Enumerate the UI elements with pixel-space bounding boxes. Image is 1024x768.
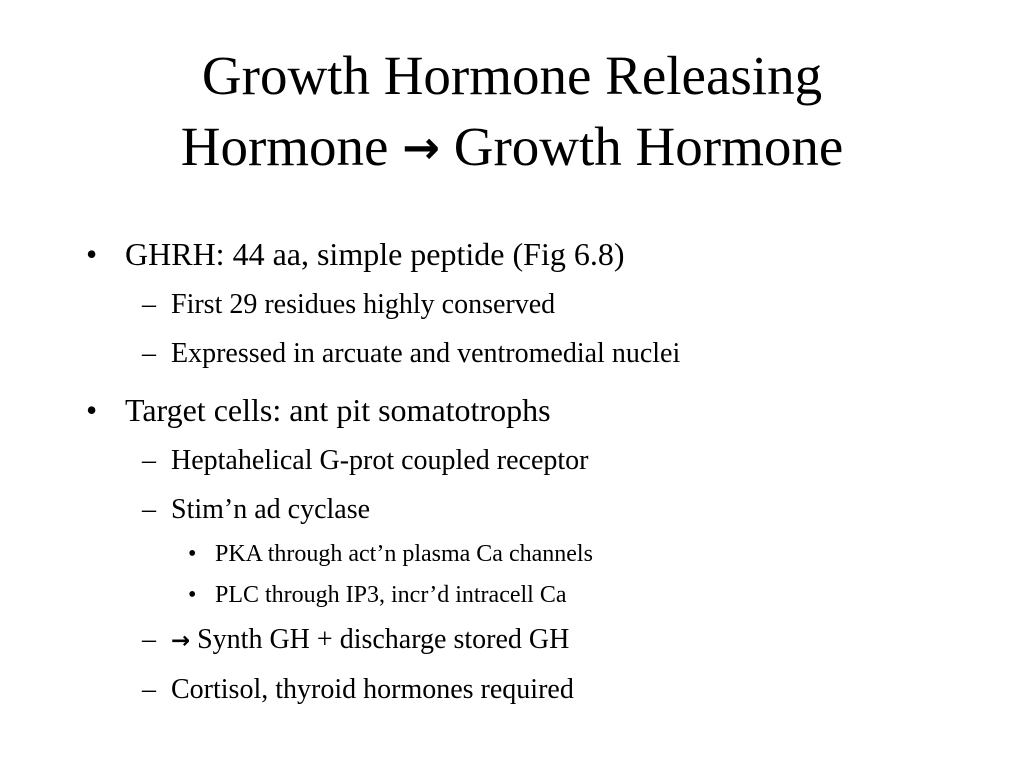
dash-marker: – [142, 289, 156, 320]
title-line-1: Growth Hormone Releasing [201, 45, 823, 106]
list-item-level2: Heptahelical G-prot coupled receptor [171, 445, 589, 476]
bullet-marker: • [86, 236, 98, 272]
dash-marker: – [142, 338, 156, 369]
list-item-level3: PLC through IP3, incr’d intracell Ca [215, 582, 567, 608]
title-line-2-suffix: Growth Hormone [453, 116, 844, 177]
bullet-marker: • [188, 541, 197, 567]
list-item-text: Synth GH + discharge stored GH [197, 624, 570, 655]
arrow-right-icon: → [171, 628, 191, 654]
list-item-level2 [171, 622, 569, 659]
dash-marker: – [142, 494, 156, 525]
list-item-level1: GHRH: 44 aa, simple peptide (Fig 6.8) [125, 236, 625, 272]
dash-marker: – [142, 445, 156, 476]
list-item-level2: Stim’n ad cyclase [171, 494, 371, 525]
list-item-level3: PKA through act’n plasma Ca channels [215, 541, 593, 567]
list-item-level1: Target cells: ant pit somatotrophs [125, 392, 551, 428]
list-item-level2: First 29 residues highly conserved [171, 289, 556, 320]
list-item-level2: Cortisol, thyroid hormones required [171, 674, 574, 705]
title-line-2-prefix: Hormone [180, 116, 389, 177]
dash-marker: – [142, 674, 156, 705]
bullet-marker: • [188, 582, 197, 608]
arrow-right-icon: → [402, 121, 440, 175]
list-item-level2: Expressed in arcuate and ventromedial nuclei [171, 338, 681, 369]
dash-marker: – [142, 624, 156, 655]
bullet-marker: • [86, 392, 98, 428]
